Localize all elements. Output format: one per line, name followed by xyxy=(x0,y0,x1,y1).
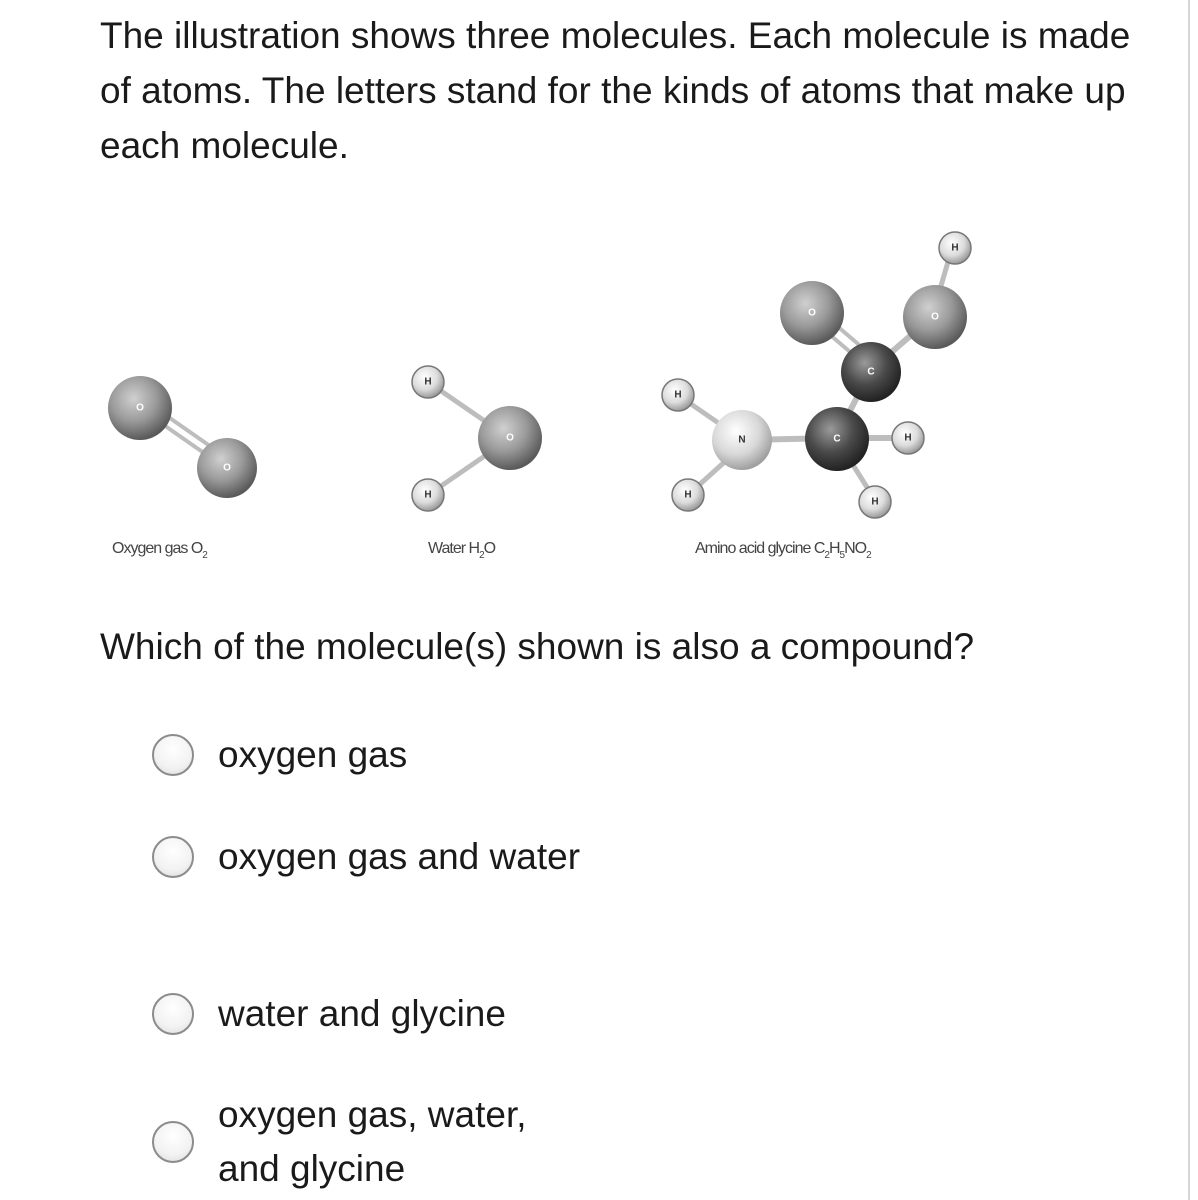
molecules-svg xyxy=(90,220,990,580)
svg-text:H: H xyxy=(871,496,879,508)
radio-button[interactable] xyxy=(152,1121,194,1163)
glycine-caption: Amino acid glycine C xyxy=(695,540,825,557)
option-label: oxygen gas, water, and glycine xyxy=(218,1094,527,1189)
radio-button[interactable] xyxy=(152,993,194,1035)
svg-text:H: H xyxy=(904,432,912,444)
svg-text:O: O xyxy=(808,307,816,319)
carbon-atom xyxy=(805,407,869,471)
svg-text:O: O xyxy=(223,462,231,474)
option-label: water and glycine xyxy=(218,993,506,1034)
hydrogen-atom xyxy=(892,422,924,454)
hydrogen-atom xyxy=(859,486,891,518)
page-right-border xyxy=(1188,0,1190,1200)
option-label: oxygen gas xyxy=(218,734,408,775)
oxygen-atom xyxy=(197,438,257,498)
answer-option-all-three[interactable] xyxy=(152,1088,588,1196)
oxygen-molecule xyxy=(108,376,257,561)
svg-text:C: C xyxy=(867,366,875,378)
svg-text:H: H xyxy=(684,489,692,501)
svg-text:Water H2O: Water $H_2O$ xyxy=(428,540,496,561)
molecules-illustration xyxy=(90,220,990,580)
svg-text:H: H xyxy=(951,242,959,254)
oxygen-atom xyxy=(108,376,172,440)
answer-option-water-and-glycine[interactable] xyxy=(152,987,588,1041)
glycine-molecule xyxy=(662,232,971,561)
svg-text:N: N xyxy=(738,434,746,446)
svg-text:O: O xyxy=(506,432,514,444)
hydrogen-atom xyxy=(672,479,704,511)
svg-text:H: H xyxy=(424,376,432,388)
hydrogen-atom xyxy=(662,379,694,411)
svg-text:Oxygen gas O2: Oxygen gas $O_2$ xyxy=(112,540,207,561)
svg-text:O: O xyxy=(136,402,144,414)
option-label: oxygen gas and water xyxy=(218,836,581,877)
oxygen-atom xyxy=(903,285,967,349)
oxygen-caption: Oxygen gas O xyxy=(112,540,203,557)
water-caption: Water H xyxy=(428,540,480,557)
svg-text:H: H xyxy=(674,389,682,401)
oxygen-atom xyxy=(780,281,844,345)
hydrogen-atom xyxy=(412,366,444,398)
svg-text:H: H xyxy=(424,489,432,501)
answer-option-oxygen-gas[interactable] xyxy=(152,728,588,782)
svg-text:Amino acid glycine C2H5NO2: Amino acid glycine $C_2H_5NO_2$ xyxy=(695,540,871,561)
water-molecule xyxy=(412,366,542,561)
hydrogen-atom xyxy=(412,479,444,511)
radio-button[interactable] xyxy=(152,836,194,878)
intro-text: The illustration shows three molecules. Each molecule is made of atoms. The letters stand for the kinds of atoms that make up each molecule. xyxy=(100,15,1131,166)
oxygen-atom xyxy=(478,406,542,470)
question-text: Which of the molecule(s) shown is also a compound? xyxy=(100,626,975,667)
nitrogen-atom xyxy=(712,410,772,470)
carbon-atom xyxy=(841,342,901,402)
hydrogen-atom xyxy=(939,232,971,264)
answer-option-oxygen-gas-and-water[interactable] xyxy=(152,830,588,884)
svg-text:O: O xyxy=(931,311,939,323)
svg-text:C: C xyxy=(833,433,841,445)
radio-button[interactable] xyxy=(152,734,194,776)
